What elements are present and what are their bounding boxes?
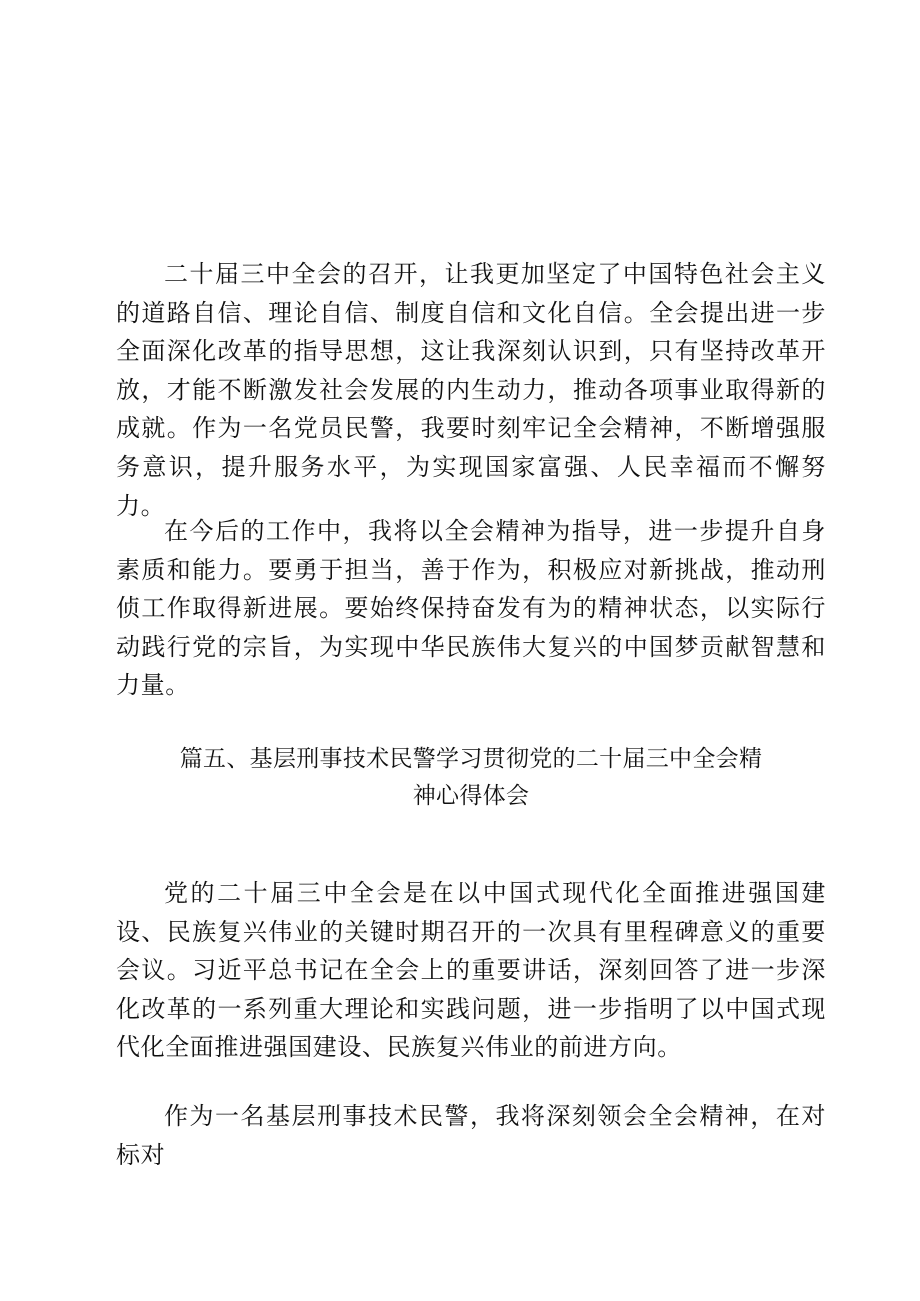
section-heading [116,741,826,815]
section-paragraph-2: 作为一名基层刑事技术民警，我将深刻领会全会精神，在对标对 [116,1102,826,1169]
paragraph-1: 二十届三中全会的召开，让我更加坚定了中国特色社会主义的道路自信、理论自信、制度自信和文化自信。全会提出进一步全面深化改革的指导思想，这让我深刻认识到，只有坚持改革开放，才能不断激发社会发展的内生动力，推动各项事业取得新的成就。作为一名党员民警，我要时刻牢记全会精神，不断增强服务意识，提升服务水平，为实现国家富强、人民幸福而不懈努力。 [116,260,826,520]
section-heading-line-2: 神心得体会 [412,783,530,809]
paragraph-2: 在今后的工作中，我将以全会精神为指导，进一步提升自身素质和能力。要勇于担当，善于作为，积极应对新挑战，推动刑侦工作取得新进展。要始终保持奋发有为的精神状态，以实际行动践行党的宗旨，为实现中华民族伟大复兴的中国梦贡献智慧和力量。 [116,517,826,700]
section-paragraph-1: 党的二十届三中全会是在以中国式现代化全面推进强国建设、民族复兴伟业的关键时期召开的一次具有里程碑意义的重要会议。习近平总书记在全会上的重要讲话，深刻回答了进一步深化改革的一系列重大理论和实践问题，进一步指明了以中国式现代化全面推进强国建设、民族复兴伟业的前进方向。 [116,879,826,1062]
section-heading-line-1: 篇五、基层刑事技术民警学习贯彻党的二十届三中全会精 [179,746,763,772]
